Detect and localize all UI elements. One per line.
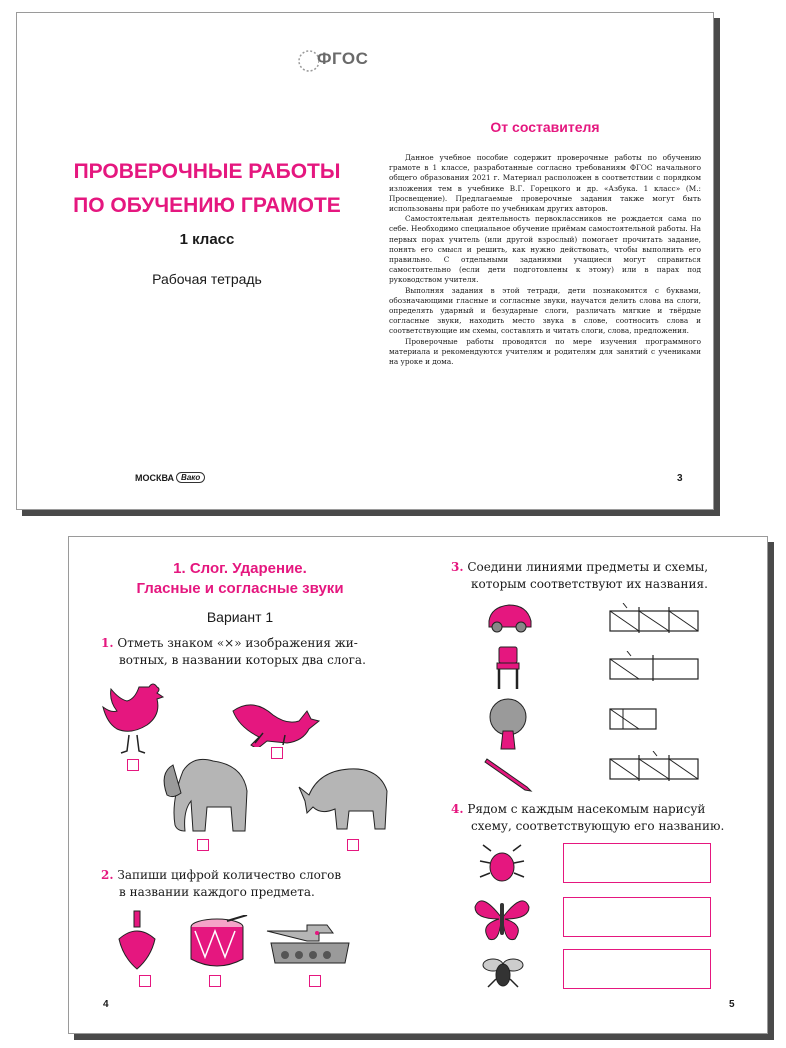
- chair-icon: [493, 645, 523, 691]
- variant-label: Вариант 1: [206, 609, 274, 625]
- spinning-top-icon: [115, 909, 159, 975]
- book-title-line1: ПРОВЕРОЧНЫЕ РАБОТЫ: [73, 160, 341, 183]
- tank-icon: [265, 921, 355, 967]
- task-text: в названии каждого предмета.: [119, 885, 315, 899]
- drum-checkbox[interactable]: [209, 975, 221, 987]
- elephant-icon: [153, 751, 249, 837]
- publisher-city: МОСКВА: [135, 472, 175, 483]
- fly-icon: [481, 951, 525, 991]
- beetle-answer-box[interactable]: [563, 843, 711, 883]
- car-icon: [485, 601, 533, 633]
- exercise-spread: [68, 536, 768, 1034]
- tree-icon: [483, 697, 533, 751]
- task-4: [451, 801, 757, 835]
- task-text: схему, соответствующую его названию.: [471, 819, 725, 833]
- elephant-checkbox[interactable]: [197, 839, 209, 851]
- foreword-paragraph: Проверочные работы проводятся по мере изучения программного материала и рекомендуются учителям и родителям для занятий с учениками на уроке и дома.: [389, 336, 701, 367]
- spinning-top-checkbox[interactable]: [139, 975, 151, 987]
- fox-icon: [229, 697, 325, 747]
- task-3: [451, 559, 757, 593]
- fgos-logo-text: ФГОС: [317, 49, 369, 68]
- task-text: Отметь знаком «×» изображения жи-: [117, 636, 358, 650]
- foreword-text: [389, 153, 701, 367]
- foreword-title: От составителя: [490, 119, 600, 135]
- publisher-logo: Вако: [176, 472, 205, 483]
- syllable-scheme-4: [609, 751, 701, 781]
- book-title: [47, 155, 367, 223]
- butterfly-answer-box[interactable]: [563, 897, 711, 937]
- book-title-line2: ПО ОБУЧЕНИЮ ГРАМОТЕ: [73, 194, 341, 217]
- page-number-right: 5: [729, 999, 735, 1010]
- drum-icon: [187, 915, 251, 971]
- lesson-title-line2: Гласные и согласные звуки: [136, 580, 344, 597]
- page-number: 3: [677, 473, 683, 484]
- workbook-label: Рабочая тетрадь: [152, 271, 262, 287]
- task-number: 4.: [451, 802, 464, 816]
- lesson-title-line1: 1. Слог. Ударение.: [173, 560, 307, 577]
- task-text: которым соответствуют их названия.: [471, 577, 708, 591]
- task-2: [101, 867, 401, 901]
- beetle-icon: [477, 843, 527, 885]
- task-number: 1.: [101, 636, 114, 650]
- task-number: 2.: [101, 868, 114, 882]
- task-1: [101, 635, 401, 669]
- butterfly-icon: [473, 893, 531, 943]
- task-text: Рядом с каждым насекомым нарисуй: [467, 802, 706, 816]
- syllable-scheme-3: [609, 705, 659, 731]
- grade-label: 1 класс: [179, 231, 235, 248]
- publisher: [135, 472, 205, 483]
- tank-checkbox[interactable]: [309, 975, 321, 987]
- task-text: вотных, в названии которых два слога.: [119, 653, 366, 667]
- rooster-checkbox[interactable]: [127, 759, 139, 771]
- rooster-icon: [99, 679, 165, 757]
- fgos-logo: [295, 43, 369, 77]
- fly-answer-box[interactable]: [563, 949, 711, 989]
- page-number-left: 4: [103, 999, 109, 1010]
- title-page-spread: [16, 12, 714, 510]
- syllable-scheme-2: [609, 651, 701, 681]
- fgos-emblem-icon: [295, 45, 319, 75]
- rhino-checkbox[interactable]: [347, 839, 359, 851]
- syllable-scheme-1: [609, 603, 701, 633]
- pen-icon: [483, 755, 535, 793]
- fox-checkbox[interactable]: [271, 747, 283, 759]
- task-text: Запиши цифрой количество слогов: [117, 868, 342, 882]
- task-text: Соедини линиями предметы и схемы,: [467, 560, 709, 574]
- lesson-title: [85, 559, 395, 599]
- rhino-icon: [295, 765, 391, 833]
- foreword-paragraph: Данное учебное пособие содержит проверочные работы по обучению грамоте в 1 классе, разработанные согласно требованиям ФГОС начального общего образования 2021 г. Материал расположен в соответствии с порядком изложения тем в учебнике В.Г. Горецкого и др. «Азбука. 1 класс» (М.: Просвещение). Предлагаемые проверочные задания также могут быть использованы при работе по учебникам других авторов.: [389, 153, 701, 214]
- foreword-paragraph: Самостоятельная деятельность первоклассников не рождается сама по себе. Необходимо специальное обучение приёмам самостоятельной работы. На первых порах учитель (или другой взрослый) помогает прочитать задание, понять его смысл и решить, как нужно действовать, чтобы выполнить его правильно. С отдельными заданиями учащиеся могут справиться самостоятельно (если дети подготовлены к этому) или в парах под руководством учителя.: [389, 214, 701, 285]
- foreword-paragraph: Выполняя задания в этой тетради, дети познакомятся с буквами, обозначающими гласные и согласные звуки, научатся делить слова на слоги, определять ударный и безударные слоги, различать мягкие и твёрдые согласные звуки, находить место звука в слове, соотносить слова и соответствующие им схемы, составлять и читать слоги, слова, предложения.: [389, 285, 701, 336]
- task-number: 3.: [451, 560, 464, 574]
